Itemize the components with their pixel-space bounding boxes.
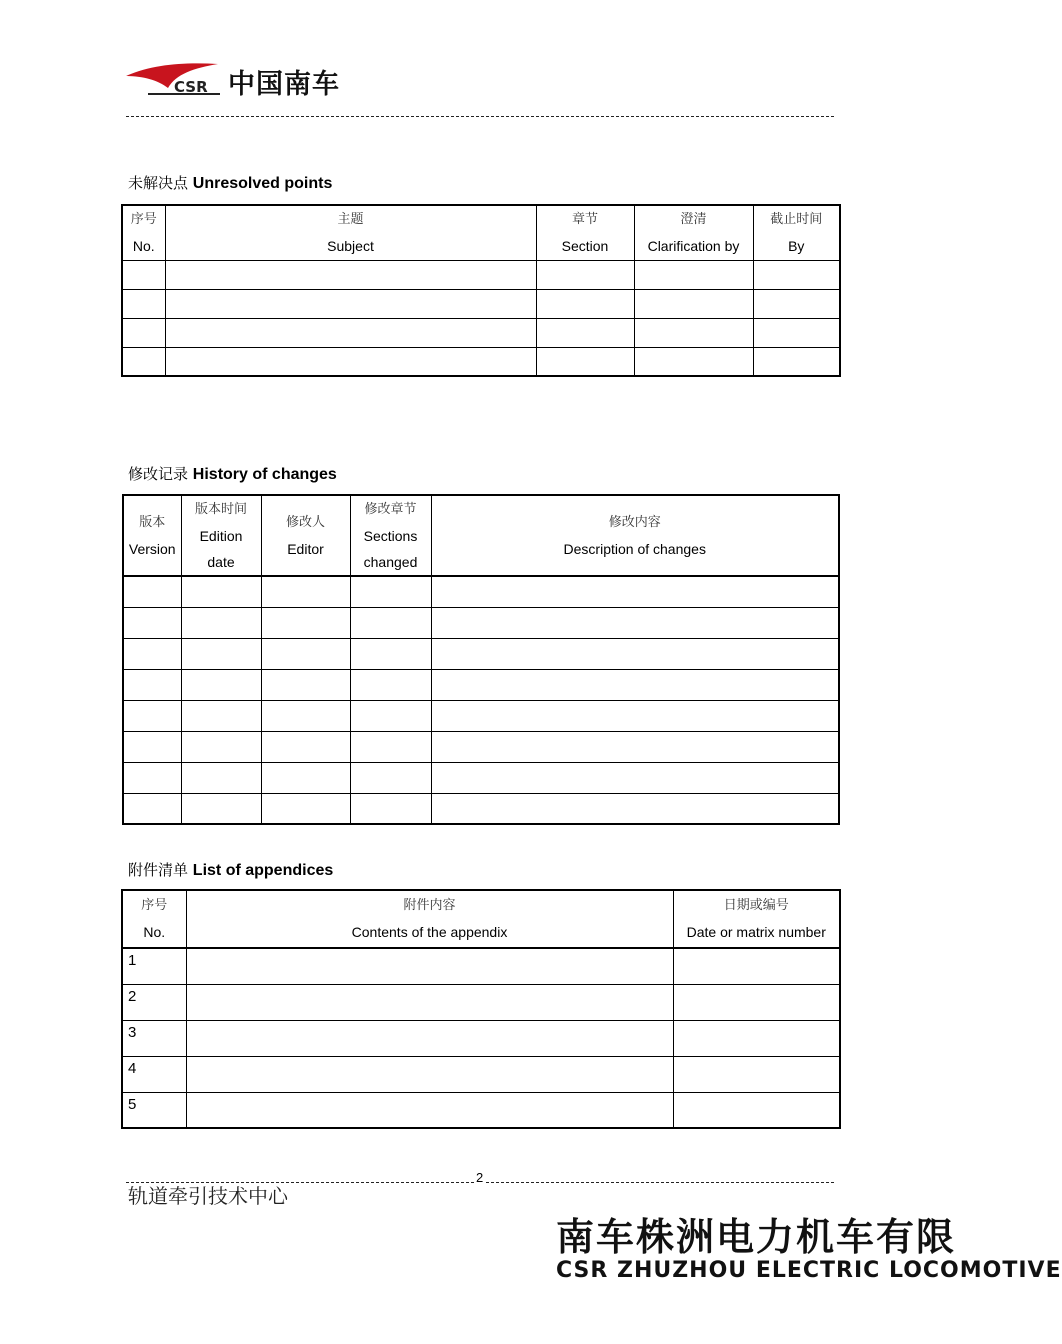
unresolved-title-en: Unresolved points xyxy=(192,175,333,192)
footer-company-en: CSR ZHUZHOU ELECTRIC LOCOMOTIVE xyxy=(556,1258,1062,1283)
appendices-title-en: List of appendices xyxy=(192,862,334,879)
table-row xyxy=(122,289,840,318)
company-logo xyxy=(124,58,364,102)
table-row xyxy=(122,260,840,289)
table-row xyxy=(123,576,839,607)
col-header-description: 修改内容 Description of changes xyxy=(431,495,839,576)
table-header-row xyxy=(123,495,839,576)
history-title-cn: 修改记录 xyxy=(128,465,189,483)
table-row xyxy=(122,984,840,1020)
row-number: 3 xyxy=(122,1020,186,1056)
row-number: 4 xyxy=(122,1056,186,1092)
table-row xyxy=(123,731,839,762)
table-row xyxy=(123,700,839,731)
history-of-changes-table xyxy=(122,494,840,825)
col-header-subject: 主题 Subject xyxy=(165,205,536,260)
col-header-no: 序号 No. xyxy=(122,205,165,260)
table-row xyxy=(122,948,840,984)
table-row xyxy=(122,1056,840,1092)
history-of-changes-title xyxy=(128,463,337,484)
col-header-no: 序号 No. xyxy=(122,890,186,948)
col-header-editor: 修改人 Editor xyxy=(261,495,350,576)
table-row xyxy=(123,638,839,669)
unresolved-points-table xyxy=(121,204,841,377)
table-header-row xyxy=(122,890,840,948)
logo-text: CSR xyxy=(174,78,208,96)
row-number: 5 xyxy=(122,1092,186,1128)
list-of-appendices-title xyxy=(128,859,333,880)
appendices-title-cn: 附件清单 xyxy=(128,861,189,879)
table-row xyxy=(122,318,840,347)
history-title-en: History of changes xyxy=(192,466,337,483)
unresolved-title-cn: 未解决点 xyxy=(128,174,189,192)
company-name-cn: 中国南车 xyxy=(228,69,340,100)
footer-center-name: 轨道牵引技术中心 xyxy=(128,1184,288,1208)
footer-company-cn: 南车株洲电力机车有限 xyxy=(556,1215,957,1259)
table-row xyxy=(122,1020,840,1056)
table-row xyxy=(123,607,839,638)
col-header-sections-changed: 修改章节 Sections changed xyxy=(350,495,431,576)
unresolved-points-title xyxy=(128,172,332,193)
csr-logo-icon xyxy=(124,58,224,102)
page-number: 2 xyxy=(476,1170,484,1185)
row-number: 1 xyxy=(122,948,186,984)
col-header-edition-date: 版本时间 Edition date xyxy=(181,495,261,576)
table-row xyxy=(123,669,839,700)
row-number: 2 xyxy=(122,984,186,1020)
table-row xyxy=(122,347,840,376)
col-header-clarification: 澄清 Clarification by xyxy=(634,205,753,260)
col-header-date-or-number: 日期或编号 Date or matrix number xyxy=(673,890,840,948)
table-row xyxy=(122,1092,840,1128)
list-of-appendices-table xyxy=(121,889,841,1129)
col-header-section: 章节 Section xyxy=(536,205,634,260)
table-row xyxy=(123,793,839,824)
header-divider xyxy=(126,116,834,117)
col-header-version: 版本 Version xyxy=(123,495,181,576)
table-row xyxy=(123,762,839,793)
table-header-row xyxy=(122,205,840,260)
col-header-contents: 附件内容 Contents of the appendix xyxy=(186,890,673,948)
col-header-by: 截止时间 By xyxy=(753,205,840,260)
